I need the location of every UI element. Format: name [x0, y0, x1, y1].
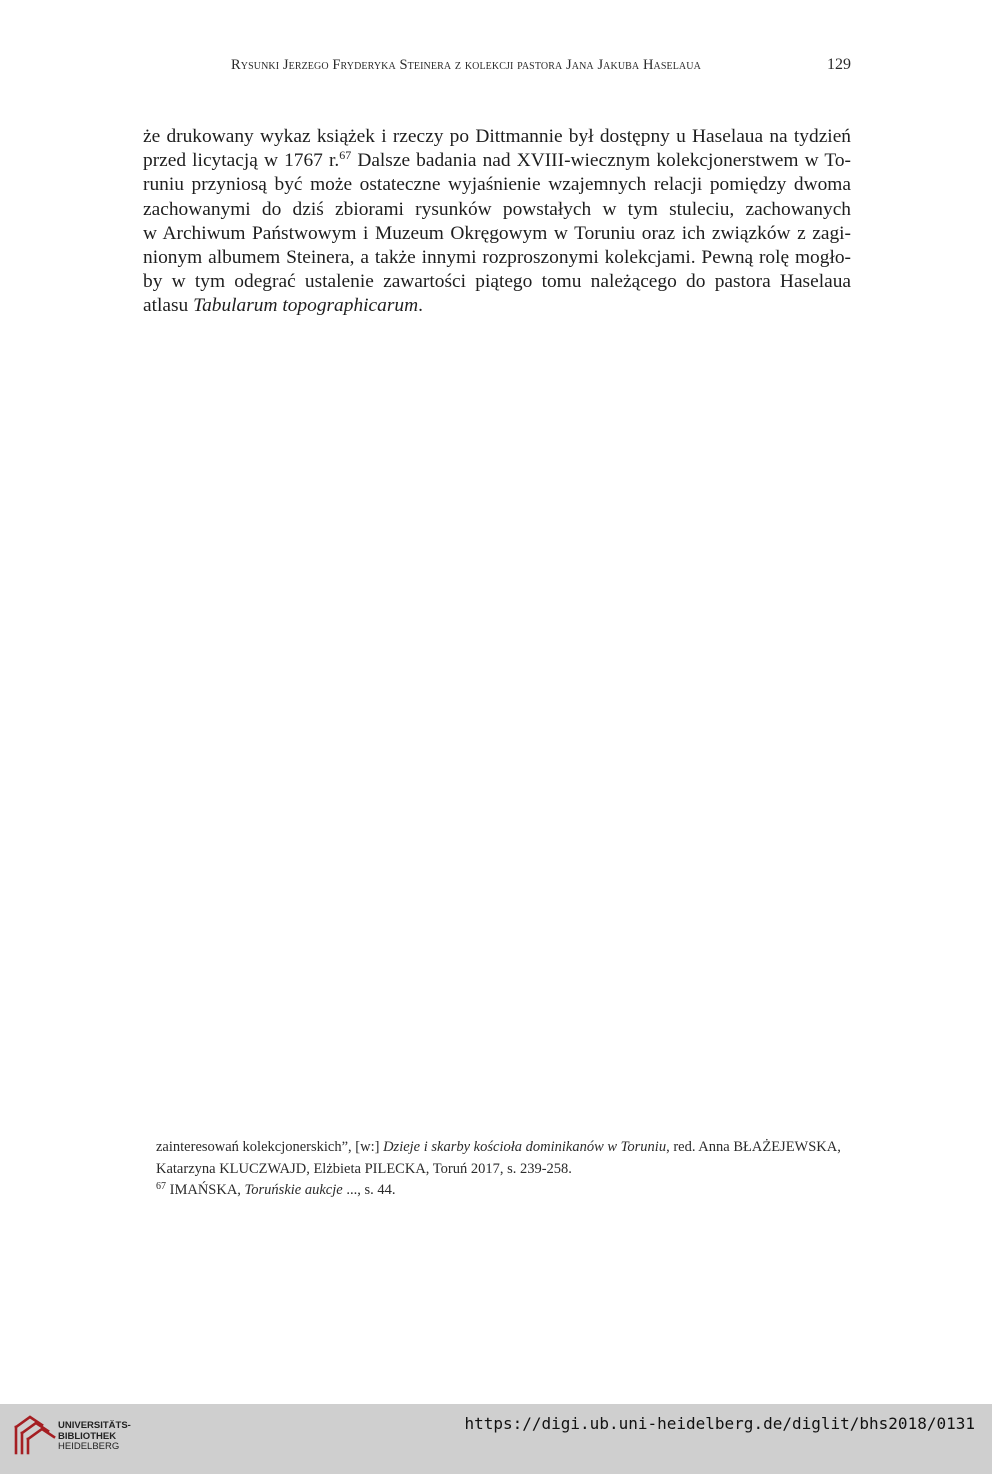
footnote-67: $^{67}$ IMAŃSKA, Toruńskie aukcje ..., s. 44.: [156, 1181, 396, 1198]
library-name: UNIVERSITÄTS- BIBLIOTHEK HEIDELBERG: [58, 1420, 131, 1452]
body-line: że drukowany wykaz książek i rzeczy po Dittmannie był dostępny u Haselaua na tydzień: [143, 126, 851, 147]
body-paragraph: [143, 125, 851, 319]
page-number: 129: [827, 56, 851, 73]
body-line: atlasu Tabularum topographicarum.: [143, 295, 423, 317]
footnote-continuation: zainteresowań kolekcjonerskich”, [w:] Dzieje i skarby kościoła dominikanów w Toruniu, red. Anna BŁAŻEJEWSKA,: [156, 1139, 841, 1155]
body-line: zachowanymi do dziś zbiorami rysunków powstałych w tym stuleciu, zachowanych: [143, 198, 851, 220]
body-line: runiu przyniosą być może ostateczne wyjaśnienie wzajemnych relacji pomiędzy dwoma: [143, 174, 851, 196]
atlas-title: Tabularum topographicarum: [193, 295, 419, 317]
body-line: nionym albumem Steinera, a także innymi rozproszonymi kolekcjami. Pewną rolę mogło-: [143, 246, 851, 268]
footnote-number: 67: [156, 1181, 166, 1192]
footnotes: [156, 1137, 876, 1202]
footer-bar: [0, 1404, 992, 1474]
footnote-continuation: Katarzyna KLUCZWAJD, Elżbieta PILECKA, Toruń 2017, s. 239-258.: [156, 1160, 572, 1177]
source-url-link[interactable]: https://digi.ub.uni-heidelberg.de/diglit/bhs2018/0131: [464, 1414, 975, 1433]
library-logo-icon: [12, 1413, 56, 1457]
body-line: przed licytacją w 1767 r.$^{67}$ Dalsze badania nad XVIII-wiecznym kolekcjonerstwem w To-: [143, 149, 851, 172]
footnote-ref-67[interactable]: 67: [339, 149, 352, 163]
body-line: w Archiwum Państwowym i Muzeum Okręgowym w Toruniu oraz ich związków z zagi-: [143, 222, 851, 244]
running-title: Rysunki Jerzego Fryderyka Steinera z kolekcji pastora Jana Jakuba Haselaua: [231, 57, 701, 73]
body-line: by w tym odegrać ustalenie zawartości piątego tomu należącego do pastora Haselaua: [143, 271, 851, 293]
running-header: [231, 57, 851, 79]
